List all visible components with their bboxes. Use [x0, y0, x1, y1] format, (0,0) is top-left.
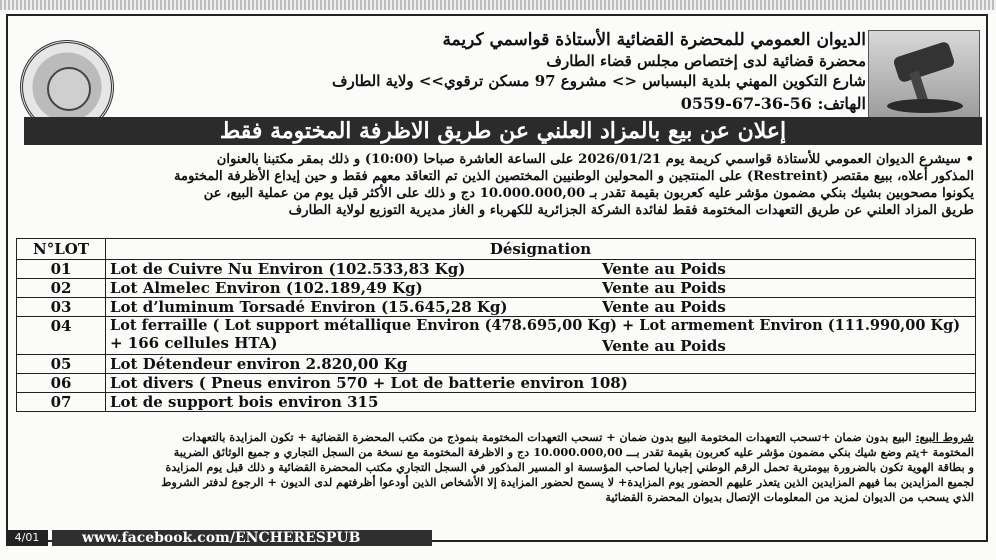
lots-table: [16, 238, 976, 412]
sale-mode: Vente au Poids: [602, 298, 726, 316]
lot-designation-cell: [106, 260, 976, 279]
conditions-line: [18, 430, 974, 446]
body-line: يكونوا مصحوبين بشيك بنكي مضمون مؤشر عليه كعربون بقيمة تقدر بـ 10.000.000,00 دج و ذلك على الأكثر قبل يوم من عملية البيع، عن: [203, 186, 974, 201]
gavel-image: [868, 30, 980, 122]
table-row: [17, 317, 976, 355]
lot-designation-cell: [106, 317, 976, 355]
office-phone: الهاتف: 56-36-67-0559: [680, 94, 866, 113]
table-header-row: [17, 239, 976, 260]
gavel-head-icon: [892, 41, 955, 84]
lot-designation: Lot Almelec Environ (102.189,49 Kg): [110, 279, 423, 297]
notice-title-banner: إعلان عن بيع بالمزاد العلني عن طريق الاظرفة المختومة فقط: [24, 117, 982, 145]
lot-designation: Lot divers ( Pneus environ 570 + Lot de batterie environ 108): [106, 374, 976, 393]
lot-number: 06: [17, 374, 106, 393]
conditions-line: الذي يسحب من الديوان لمزيد من المعلومات الإتصال بديوان المحضرة القضائية: [605, 490, 974, 504]
lot-designation: Lot ferraille ( Lot support métallique Environ (478.695,00 Kg) + Lot armement Environ (111.990,00 Kg): [110, 317, 961, 334]
table-row: [17, 279, 976, 298]
footer-bar: [6, 530, 426, 546]
body-line: • سيشرع الديوان العمومي للأستاذة قواسمي كريمة يوم 2026/01/21 على الساعة العاشرة صباحا (10:00) و ذلك بمقر مكتبنا بالعنوان: [216, 152, 974, 167]
lot-column-header: N°LOT: [17, 239, 106, 260]
sale-mode: Vente au Poids: [602, 337, 726, 355]
sale-mode: Vente au Poids: [602, 260, 726, 278]
office-address: شارع التكوين المهني بلدية البسباس <> مشروع 97 مسكن ترقوي>> ولاية الطارف: [332, 72, 866, 90]
lot-number: 04: [17, 317, 106, 355]
body-line: طريق المزاد العلني عن طريق التعهدات المختومة فقط لفائدة الشركة الجزائرية للكهرباء و الغاز مديرية التوزيع لولاية الطارف: [288, 203, 974, 218]
table-row: [17, 355, 976, 374]
seal-center-icon: [47, 67, 91, 111]
lot-designation-continued: + 166 cellules HTA): [110, 334, 278, 352]
table-row: [17, 393, 976, 412]
lot-number: 02: [17, 279, 106, 298]
lot-designation: Lot de Cuivre Nu Environ (102.533,83 Kg): [110, 260, 466, 278]
conditions-line: لجميع المزايدين بما فيهم المزايدين الذين يتعذر عليهم الحضور يوم المزايدة+ لا يسمح لحضور المزايدة إلا الأشخاص الذين أودعوا أظرفتهم لدى الديون + الرجوع لدفتر الشروط: [161, 475, 974, 489]
facebook-link[interactable]: www.facebook.com/ENCHERESPUB: [52, 530, 432, 546]
office-jurisdiction: محضرة قضائية لدى إختصاص مجلس قضاء الطارف: [546, 52, 866, 70]
lot-designation: Lot d’luminum Torsadé Environ (15.645,28 Kg): [110, 298, 508, 316]
table-row: [17, 260, 976, 279]
lot-designation: Lot de support bois environ 315: [106, 393, 976, 412]
conditions-text: البيع بدون ضمان +تسحب التعهدات المختومة البيع بدون ضمان + تسحب التعهدات المختومة بنموذج من مكتب المحضرة القضائية + تكون المزايدة بالتعهدات: [182, 430, 912, 444]
lot-designation: Lot Détendeur environ 2.820,00 Kg: [106, 355, 976, 374]
table-row: [17, 298, 976, 317]
lot-number: 07: [17, 393, 106, 412]
lot-designation-cell: [106, 298, 976, 317]
lot-designation-cell: [106, 279, 976, 298]
page-number: 4/01: [6, 530, 48, 546]
lot-number: 03: [17, 298, 106, 317]
sale-mode: Vente au Poids: [602, 279, 726, 297]
conditions-line: و بطاقة الهوية تكون بالضرورة بيومترية تحمل الرقم الوطني إجباريا لصاحب المؤسسة او المسير المذكور في السجل التجاري مكتب المحضرة القضائية و ذلك قبل يوم المزايدة: [165, 460, 974, 474]
lot-number: 05: [17, 355, 106, 374]
scan-edge: [0, 0, 996, 10]
lot-number: 01: [17, 260, 106, 279]
designation-column-header: Désignation: [106, 239, 976, 260]
body-line: المذكور أعلاه، ببيع مقتصر (Restreint) على المنتجين و المحولين الوطنيين المختصين الذين تم التعاقد معهم فقط و حين إيداع الأظرفة المختومة: [173, 169, 974, 184]
office-name: الديوان العمومي للمحضرة القضائية الأستاذة قواسمي كريمة: [442, 30, 866, 50]
gavel-base-icon: [887, 99, 963, 113]
conditions-heading: شروط البيع:: [915, 430, 974, 444]
table-row: [17, 374, 976, 393]
conditions-line: المختومة +يتم وضع شيك بنكي مضمون مؤشر عليه كعربون بقيمة تقدر بـــ 10.000.000,00 دج و الاظرفة المختومة مع نسخة من السجل التجاري و جميع الوثائق الضريبة: [173, 445, 974, 459]
